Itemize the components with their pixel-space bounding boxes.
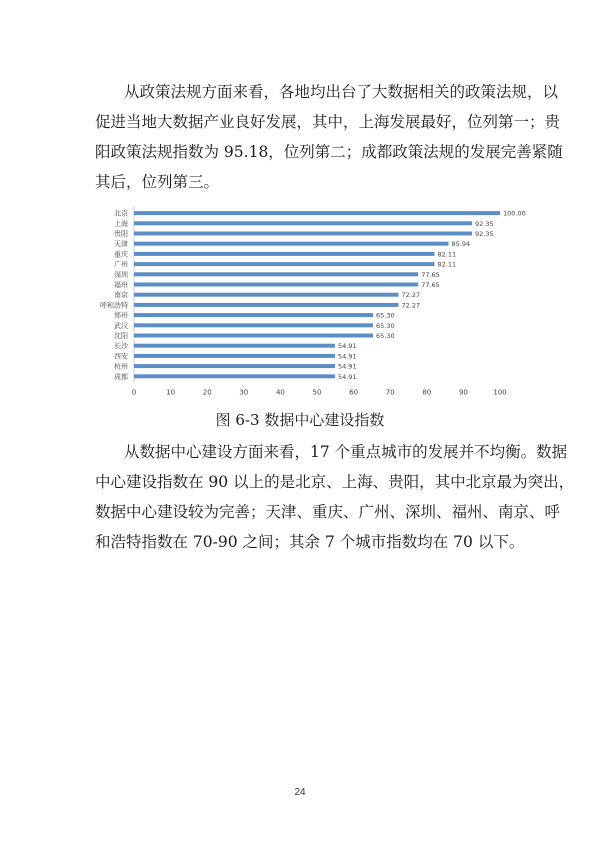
category-label: 杭州 [114,362,128,371]
data-label: 72.27 [401,301,421,310]
bar [134,334,373,338]
x-tick-label: 0 [131,388,137,396]
x-tick-label: 60 [349,388,359,396]
x-tick-label: 70 [385,388,395,396]
category-label: 长沙 [114,342,128,351]
category-label: 广州 [114,260,128,269]
data-label: 77.65 [421,270,440,279]
paragraph-line: 数据中心建设较为完善；天津、重庆、广州、深圳、福州、南京、呼 [95,503,561,521]
bar [134,303,399,307]
bar [134,283,418,287]
data-label: 65.30 [375,321,395,330]
data-label: 65.30 [375,311,395,320]
category-label: 上海 [114,219,128,228]
bar [134,344,335,348]
data-label: 92.35 [475,230,494,238]
data-label: 65.30 [375,332,395,340]
paragraph-data-center [95,437,575,557]
category-label: 武汉 [114,321,128,330]
category-label: 成都 [114,372,128,381]
bar [134,293,399,297]
figure-caption: 图 6-3 数据中心建设指数 [215,411,385,429]
paragraph-line: 从政策法规方面来看，各地均出台了大数据相关的政策法规，以 [124,83,559,101]
data-label: 82.11 [437,250,457,259]
x-tick-label: 30 [239,388,249,396]
category-label: 北京 [114,209,128,218]
bar [134,323,373,327]
category-label: 天津 [114,240,128,249]
category-label: 郑州 [114,311,128,320]
paragraph-line: 促进当地大数据产业良好发展，其中，上海发展最好，位列第一；贵 [95,113,561,131]
data-label: 92.35 [475,219,494,228]
category-label: 重庆 [114,250,128,259]
bar [134,364,335,368]
paragraph-line: 其后，位列第三。 [95,173,220,191]
data-label: 77.65 [421,281,440,289]
x-tick-label: 50 [312,388,322,396]
x-tick-label: 100 [493,388,507,396]
category-label: 贵阳 [114,230,128,238]
bar [134,242,449,246]
category-label: 福州 [114,281,128,289]
x-tick-label: 90 [458,388,468,396]
data-label: 54.91 [337,342,357,351]
bar [134,211,500,215]
bar [134,313,373,317]
bar [134,354,335,358]
x-tick-label: 40 [275,388,285,396]
bar [134,221,472,225]
data-label: 54.91 [337,372,357,381]
data-label: 85.94 [451,240,471,249]
category-label: 西安 [114,352,128,361]
category-label: 沈阳 [114,332,128,340]
paragraph-line: 中心建设指数在 90 以上的是北京、上海、贵阳，其中北京最为突出， [95,473,575,491]
bar [134,374,335,378]
bar [134,262,435,266]
x-tick-label: 10 [166,388,176,396]
data-center-index-chart [88,204,528,396]
data-label: 54.91 [337,362,357,371]
x-tick-label: 80 [422,388,432,396]
category-label: 深圳 [114,270,128,279]
bar [134,272,418,276]
paragraph-line: 从数据中心建设方面来看，17 个重点城市的发展并不均衡。数据 [124,443,568,461]
bar [134,232,472,236]
data-label: 82.11 [437,260,457,269]
paragraph-line: 和浩特指数在 70-90 之间；其余 7 个城市指数均在 70 以下。 [95,533,525,551]
category-label: 南京 [114,291,128,300]
page-number: 24 [294,787,306,798]
x-tick-label: 20 [202,388,212,396]
data-label: 72.27 [401,291,421,300]
data-label: 54.91 [337,352,357,361]
paragraph-policy [95,77,563,197]
paragraph-line: 阳政策法规指数为 95.18，位列第二；成都政策法规的发展完善紧随 [95,143,563,161]
category-label: 呼和浩特 [100,301,128,310]
data-label: 100.00 [503,209,526,218]
bar [134,252,435,256]
